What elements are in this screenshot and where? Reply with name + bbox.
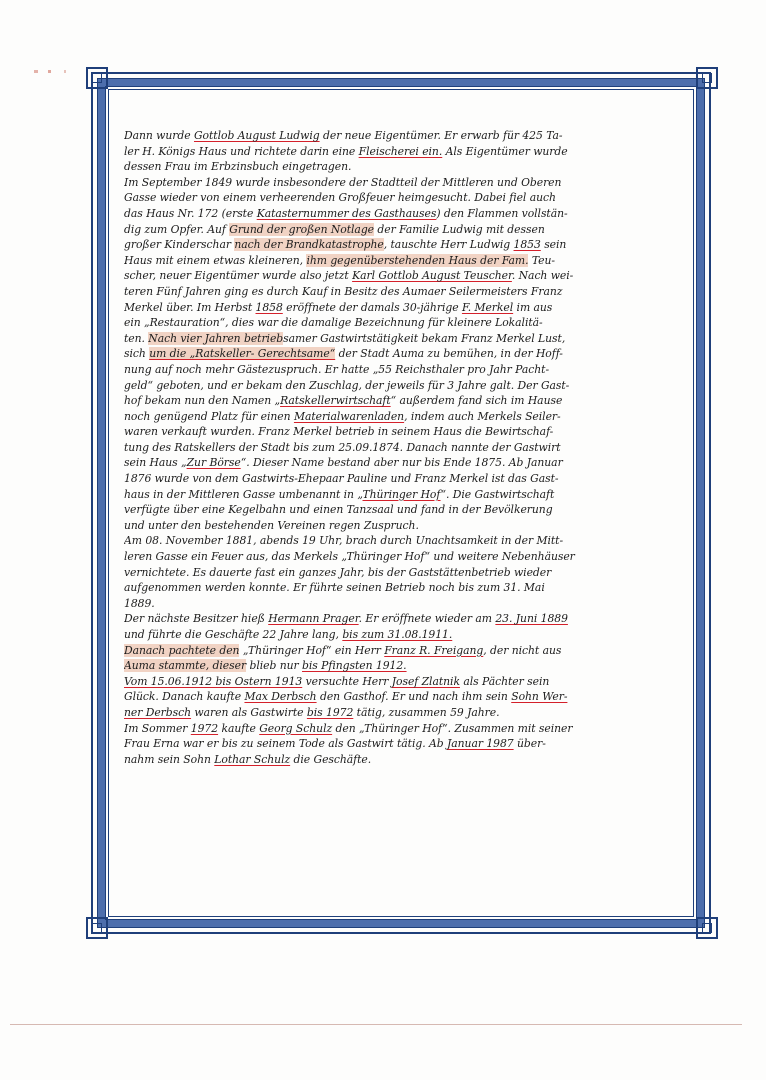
text-line	[124, 346, 680, 362]
underlined-text: Max Derbsch	[244, 690, 317, 704]
text-run: nung auf noch mehr Gästezuspruch. Er hatte „55 Reichsthaler pro Jahr Pacht-	[124, 362, 550, 376]
text-run: und unter den bestehenden Vereinen regen Zuspruch.	[124, 518, 419, 532]
underlined-text: Lothar Schulz	[214, 752, 291, 766]
highlighted-text: Danach pachtete den	[124, 643, 240, 657]
text-run: haus in der Mittleren Gasse umbenannt in „	[124, 487, 363, 501]
text-line	[124, 378, 680, 394]
text-run: ler H. Königs Haus und richtete darin eine	[124, 144, 359, 158]
highlighted-text: Grund der großen Notlage	[229, 222, 375, 236]
text-line	[124, 627, 680, 643]
text-line	[124, 611, 680, 627]
underlined-text: Sohn Wer-	[511, 690, 568, 704]
underlined-text: Materialwarenladen	[293, 409, 405, 423]
underlined-text: 1858	[255, 300, 283, 314]
text-run: geld“ geboten, und er bekam den Zuschlag, der jeweils für 3 Jahre galt. Der Gast-	[124, 378, 570, 392]
text-run: den Gasthof. Er und nach ihm sein	[316, 690, 512, 704]
text-run: “ außerdem fand sich im Hause	[390, 394, 563, 408]
underlined-text: Vom 15.06.1912 bis Ostern 1913	[124, 674, 303, 688]
text-run: Im Sommer	[124, 721, 191, 735]
text-line	[124, 455, 680, 471]
text-run: Teu-	[528, 253, 556, 267]
text-run: Haus mit einem etwas kleineren,	[124, 253, 307, 267]
underlined-text: Hermann Prager	[268, 612, 359, 626]
text-run: und führte die Geschäfte 22 Jahre lang,	[124, 628, 343, 641]
text-line	[124, 721, 680, 737]
text-run: ein „Restauration“, dies war die damalige Bezeichnung für kleinere Lokalitä-	[124, 316, 543, 330]
text-run: teren Fünf Jahren ging es durch Kauf in Besitz des Aumaer Seilermeisters Franz	[124, 284, 563, 298]
text-run: über-	[513, 737, 546, 751]
text-run: blieb nur	[246, 659, 303, 673]
scan-artifact	[34, 70, 74, 73]
text-run: dig zum Opfer. Auf	[124, 222, 230, 236]
highlighted-text: Auma stammte, dieser	[124, 659, 247, 673]
highlighted-text: nach der Brandkatastrophe	[234, 238, 384, 252]
frame-corner-ornament-top-right	[696, 67, 718, 89]
text-line	[124, 237, 680, 253]
history-text-body	[124, 128, 680, 767]
text-line	[124, 144, 680, 160]
underlined-text: Gottlob August Ludwig	[193, 129, 320, 142]
text-run: versuchte Herr	[302, 674, 392, 688]
text-line	[124, 393, 680, 409]
text-run: die Geschäfte.	[290, 752, 372, 766]
text-run: . Er eröffnete wieder am	[358, 612, 496, 626]
text-line	[124, 300, 680, 316]
text-run: nahm sein Sohn	[124, 752, 215, 766]
text-run: der neue Eigentümer. Er erwarb für 425 Ta-	[319, 129, 563, 142]
text-line	[124, 222, 680, 238]
text-run: waren verkauft wurden. Franz Merkel betrieb in seinem Haus die Bewirtschaf-	[124, 425, 554, 439]
underlined-text: Thüringer Hof	[362, 487, 441, 501]
underlined-text: um die „Ratskeller- Gerechtsame“	[149, 347, 336, 361]
text-line	[124, 689, 680, 705]
text-line	[124, 284, 680, 300]
text-run: tätig, zusammen 59 Jahre.	[353, 705, 500, 719]
text-run: Der nächste Besitzer hieß	[124, 612, 269, 626]
text-run: 1889.	[124, 596, 155, 610]
text-run: sein	[540, 238, 567, 252]
text-run: , tauschte Herr Ludwig	[383, 238, 514, 252]
underlined-text: Karl Gottlob August Teuscher	[352, 269, 512, 283]
underlined-text: 1853	[513, 238, 541, 252]
text-line	[124, 409, 680, 425]
text-run: tung des Ratskellers der Stadt bis zum 25.09.1874. Danach nannte der Gastwirt	[124, 440, 561, 454]
underlined-text: Januar 1987	[446, 737, 514, 751]
text-run: samer Gastwirtstätigkeit bekam Franz Merkel Lust,	[283, 331, 566, 345]
text-run: , der nicht aus	[483, 643, 562, 657]
text-line	[124, 159, 680, 175]
underlined-text: 23. Juni 1889	[495, 612, 568, 626]
underlined-text: Georg Schulz	[259, 721, 333, 735]
underlined-text: Fleischerei ein.	[358, 144, 443, 158]
text-run: “. Die Gastwirtschaft	[440, 487, 555, 501]
text-run: eröffnete der damals 30-jährige	[282, 300, 462, 314]
text-run: Als Eigentümer wurde	[442, 144, 568, 158]
underlined-text: Zur Börse	[186, 456, 241, 470]
text-line	[124, 736, 680, 752]
text-run: sein Haus „	[124, 456, 187, 470]
text-run: das Haus Nr. 172 (erste	[124, 206, 257, 220]
text-run: der Familie Ludwig mit dessen	[374, 222, 545, 236]
text-line	[124, 268, 680, 284]
text-run: , indem auch Merkels Seiler-	[404, 409, 561, 423]
text-line	[124, 752, 680, 768]
text-run: ) den Flammen vollstän-	[436, 206, 568, 220]
text-line	[124, 674, 680, 690]
text-line	[124, 502, 680, 518]
text-line	[124, 440, 680, 456]
text-line	[124, 128, 680, 144]
text-run: großer Kinderschar	[124, 238, 235, 252]
text-line	[124, 643, 680, 659]
text-run: ten.	[124, 331, 149, 345]
frame-corner-ornament-bottom-right	[696, 917, 718, 939]
text-run: waren als Gastwirte	[191, 705, 307, 719]
text-run: im aus	[513, 300, 553, 314]
text-line	[124, 549, 680, 565]
text-line	[124, 206, 680, 222]
text-run: noch genügend Platz für einen	[124, 409, 294, 423]
text-run: vernichtete. Es dauerte fast ein ganzes Jahr, bis der Gaststättenbetrieb wieder	[124, 565, 552, 579]
text-line	[124, 315, 680, 331]
text-line	[124, 487, 680, 503]
text-run: als Pächter sein	[459, 674, 550, 688]
text-run: der Stadt Auma zu bemühen, in der Hoff-	[335, 347, 563, 361]
text-run: hof bekam nun den Namen „	[124, 394, 281, 408]
text-line	[124, 331, 680, 347]
text-line	[124, 518, 680, 534]
underlined-text: bis Pfingsten 1912.	[302, 659, 407, 673]
text-line	[124, 471, 680, 487]
text-run: Am 08. November 1881, abends 19 Uhr, brach durch Unachtsamkeit in der Mitt-	[124, 534, 564, 548]
frame-corner-ornament-top-left	[86, 67, 108, 89]
text-run: . Nach wei-	[511, 269, 574, 283]
text-line	[124, 175, 680, 191]
text-run: kaufte	[218, 721, 260, 735]
text-run: dessen Frau im Erbzinsbuch eingetragen.	[124, 160, 352, 174]
text-run: Glück. Danach kaufte	[124, 690, 245, 704]
text-line	[124, 253, 680, 269]
text-run: scher, neuer Eigentümer wurde also jetzt	[124, 269, 353, 283]
text-run: 1876 wurde von dem Gastwirts-Ehepaar Pauline und Franz Merkel ist das Gast-	[124, 472, 559, 486]
underlined-text: bis zum 31.08.1911.	[342, 628, 453, 641]
underlined-text: Ratskellerwirtschaft	[280, 394, 391, 408]
underlined-text: Katasternummer des Gasthauses	[256, 206, 437, 220]
text-line	[124, 705, 680, 721]
highlighted-text: ihm gegenüberstehenden Haus der Fam.	[306, 253, 529, 267]
text-run: „Thüringer Hof“ ein Herr	[239, 643, 385, 657]
underlined-text: 1972	[190, 721, 219, 735]
text-line	[124, 565, 680, 581]
text-line	[124, 190, 680, 206]
underlined-text: ner Derbsch	[124, 705, 192, 719]
underlined-text: Franz R. Freigang	[384, 643, 484, 657]
underlined-text: Josef Zlatnik	[391, 674, 460, 688]
text-run: verfügte über eine Kegelbahn und einen Tanzsaal und fand in der Bevölkerung	[124, 503, 553, 517]
text-run: “. Dieser Name bestand aber nur bis Ende 1875. Ab Januar	[240, 456, 563, 470]
text-run: Frau Erna war er bis zu seinem Tode als Gastwirt tätig. Ab	[124, 737, 447, 751]
underlined-text: bis 1972	[306, 705, 354, 719]
text-run: Gasse wieder von einem verheerenden Großfeuer heimgesucht. Dabei fiel auch	[124, 191, 556, 205]
text-run: Dann wurde	[124, 129, 194, 142]
text-run: leren Gasse ein Feuer aus, das Merkels „Thüringer Hof“ und weitere Nebenhäuser	[124, 550, 575, 564]
text-run: Im September 1849 wurde insbesondere der Stadtteil der Mittleren und Oberen	[124, 175, 562, 189]
text-run: den „Thüringer Hof“. Zusammen mit seiner	[332, 721, 573, 735]
text-line	[124, 658, 680, 674]
text-line	[124, 596, 680, 612]
text-line	[124, 533, 680, 549]
text-run: Merkel über. Im Herbst	[124, 300, 256, 314]
text-line	[124, 362, 680, 378]
frame-corner-ornament-bottom-left	[86, 917, 108, 939]
underlined-text: F. Merkel	[461, 300, 514, 314]
text-line	[124, 580, 680, 596]
highlighted-text: Nach vier Jahren betrieb	[148, 331, 284, 345]
scan-edge-line	[10, 1024, 742, 1025]
text-run: sich	[124, 347, 150, 361]
text-line	[124, 424, 680, 440]
text-run: aufgenommen werden konnte. Er führte seinen Betrieb noch bis zum 31. Mai	[124, 581, 545, 595]
